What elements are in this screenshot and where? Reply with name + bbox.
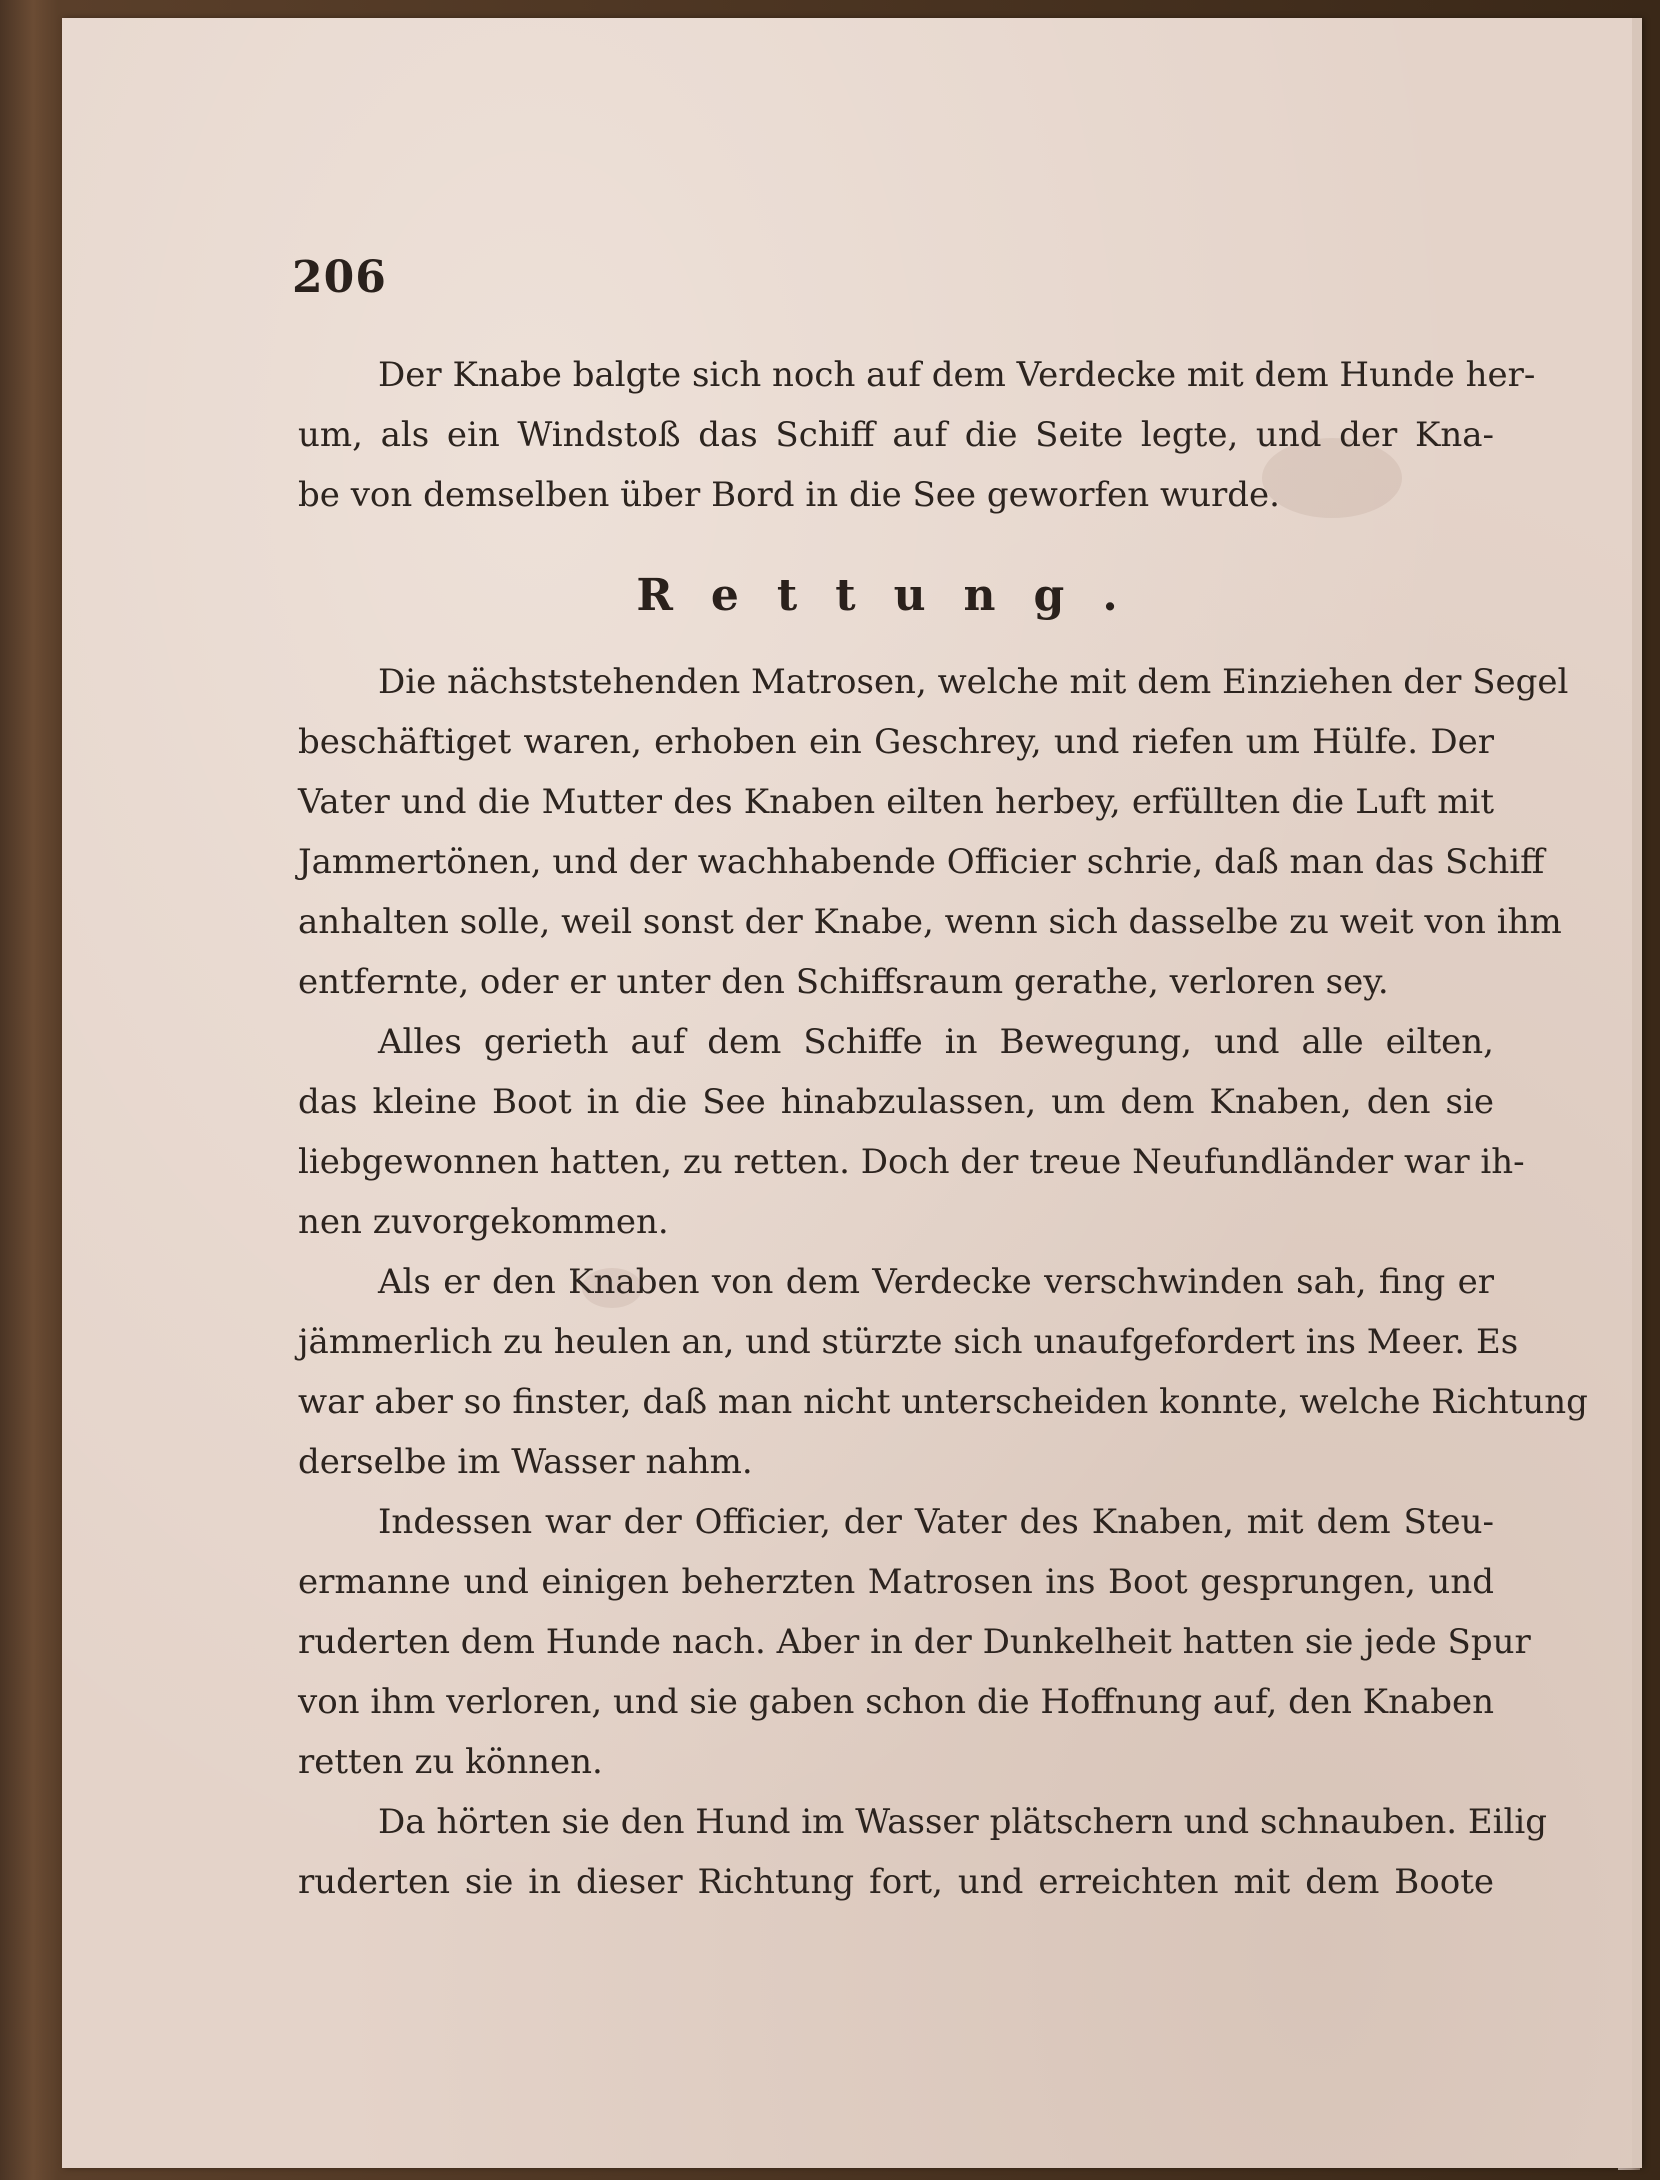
text-line: ruderten sie in dieser Richtung fort, und erreichten mit dem Boote [298,1862,1494,1902]
paragraph-2 [298,652,1569,1012]
text-line: ermanne und einigen beherzten Matrosen ins Boot gesprungen, und [298,1562,1494,1602]
text-line: von ihm verloren, und sie gaben schon die Hoffnung auf, den Knaben [298,1682,1495,1722]
text-line: Jammertönen, und der wachhabende Officier schrie, daß man das Schiff [298,842,1545,882]
text-line: anhalten solle, weil sonst der Knabe, wenn sich dasselbe zu weit von ihm [298,902,1562,942]
text-line: Die nächststehenden Matrosen, welche mit dem Einziehen der Segel [378,662,1569,702]
paragraph-3 [298,1012,1525,1252]
text-line: um, als ein Windstoß das Schiff auf die Seite legte, und der Kna- [298,415,1494,455]
paragraph-4 [298,1252,1588,1492]
text-line: Da hörten sie den Hund im Wasser plätschern und schnauben. Eilig [378,1802,1548,1842]
text-line: entfernte, oder er unter den Schiffsraum gerathe, verloren sey. [298,962,1389,1002]
text-line: be von demselben über Bord in die See geworfen wurde. [298,475,1280,515]
text-line: das kleine Boot in die See hinabzulassen, um dem Knaben, den sie [298,1082,1494,1122]
text-line: Alles gerieth auf dem Schiffe in Bewegung, und alle eilten, [378,1022,1494,1062]
text-line: derselbe im Wasser nahm. [298,1442,753,1482]
paragraph-1 [298,345,1536,525]
text-line: ruderten dem Hunde nach. Aber in der Dunkelheit hatten sie jede Spur [298,1622,1531,1662]
text-line: jämmerlich zu heulen an, und stürzte sich unaufgefordert ins Meer. Es [298,1322,1519,1362]
text-line: Der Knabe balgte sich noch auf dem Verdecke mit dem Hunde her- [378,355,1536,395]
text-line: Indessen war der Officier, der Vater des Knaben, mit dem Steu- [378,1502,1494,1542]
text-line: retten zu können. [298,1742,603,1782]
paragraph-5 [298,1492,1531,1792]
section-heading: Rettung. [636,570,1156,621]
text-line: nen zuvorgekommen. [298,1202,669,1242]
page-number: 206 [292,252,387,303]
text-line: Als er den Knaben von dem Verdecke verschwinden sah, fing er [378,1262,1494,1302]
text-line: liebgewonnen hatten, zu retten. Doch der treue Neufundländer war ih- [298,1142,1525,1182]
text-line: beschäftiget waren, erhoben ein Geschrey, und riefen um Hülfe. Der [298,722,1494,762]
text-line: war aber so finster, daß man nicht unterscheiden konnte, welche Richtung [298,1382,1588,1422]
text-line: Vater und die Mutter des Knaben eilten herbey, erfüllten die Luft mit [298,782,1494,822]
paragraph-6 [298,1792,1548,1912]
